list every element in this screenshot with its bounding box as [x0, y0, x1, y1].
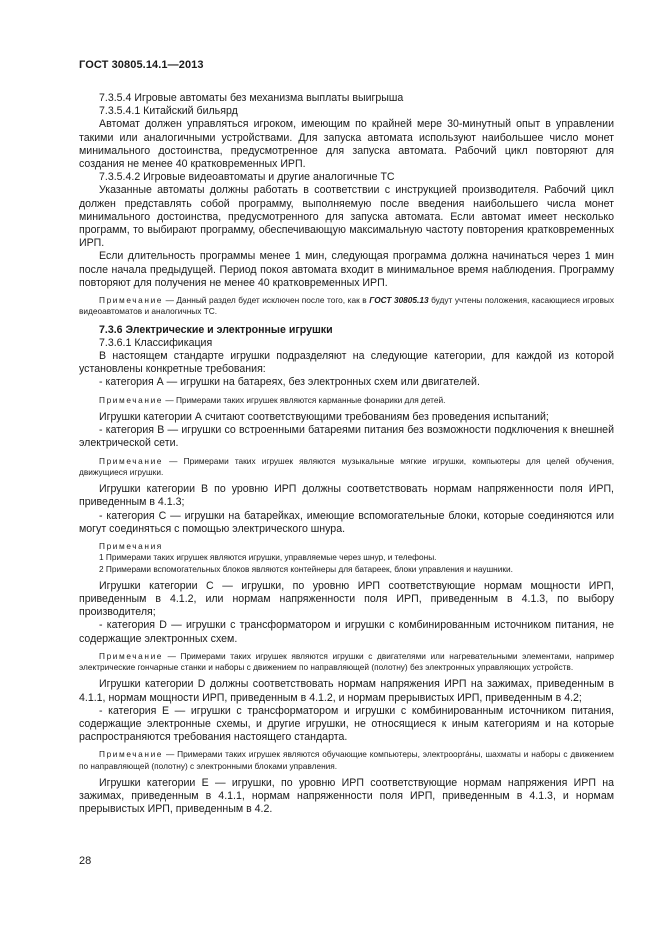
paragraph-category-b-limits: Игрушки категории В по уровню ИРП должны соответствовать нормам напряженности поля ИРП, приведенным в 4.1.3; — [79, 483, 614, 509]
page-body — [79, 92, 614, 817]
paragraph-video-machines: Указанные автоматы должны работать в соответствии с инструкцией производителя. Рабочий цикл должен представлять собой программу, выполняемую после введения наибольшего числа монет минимального достоинства, предусмотренного для запуска автомата. Если автомат имеет несколько программ, то выбирают программу, обеспечивающую максимальную частоту повторения кратковременных ИРП. — [79, 184, 614, 250]
category-b: - категория В — игрушки со встроенными батареями питания без возможности подключения к внешней электрической сети. — [79, 424, 614, 450]
category-a: - категория А — игрушки на батареях, без электронных схем или двигателей. — [99, 376, 480, 389]
paragraph-program-duration: Если длительность программы менее 1 мин, следующая программа должна начинаться через 1 мин после начала предыдущей. Период покоя автомата входит в минимальное время наблюдения. Программу повторяют для получения не менее 40 кратковременных ИРП. — [79, 250, 614, 289]
paragraph-category-e-limits: Игрушки категории Е — игрушки, по уровню ИРП соответствующие нормам напряжения ИРП на зажимах, приведенным в 4.1.1, нормам напряженности поля ИРП, приведенным в 4.1.3, и нормам прерывистых ИРП, приведенным в 4.2. — [79, 777, 614, 816]
standard-header: ГОСТ 30805.14.1—2013 — [79, 59, 204, 71]
category-e: - категория Е — игрушки с трансформатором и игрушки с комбинированным источником питания, содержащие электронные схемы, и другие игрушки, не относящиеся к иным категориям и на которые распространяются требования настоящего стандарта. — [79, 704, 614, 744]
note-category-d: Примечание — Примерами таких игрушек являются игрушки с двигателями или нагревательными элементами, например электрические гончарные станки и наборы с движением по направляющей (полотну) без электронных управляющих устройств. — [79, 650, 614, 673]
note-category-b: Примечание — Примерами таких игрушек являются музыкальные мягкие игрушки, компьютеры для целей обучения, движущиеся игрушки. — [79, 455, 614, 477]
note-category-a: Примечание — Примерами таких игрушек являются карманные фонарики для детей. — [99, 394, 446, 405]
note-section-exclusion: Примечание — Данный раздел будет исключен после того, как в ГОСТ 30805.13 будут учтены положения, касающиеся игровых видеоавтоматов и аналогичных ТС. — [79, 295, 614, 317]
category-c: - категория С — игрушки на батарейках, имеющие вспомогательные блоки, которые соединяются или могут соединяться с помощью электрического шнура. — [79, 509, 614, 535]
notes-label: Примечания — [99, 540, 163, 551]
paragraph-category-d-limits: Игрушки категории D должны соответствовать нормам напряжения ИРП на зажимах, приведенным в 4.1.1, нормам мощности ИРП, приведенным в 4.1.2, и нормам прерывистых ИРП, приведенным в 4.2; — [79, 678, 614, 704]
note-category-e: Примечание — Примерами таких игрушек являются обучающие компьютеры, электроорга́ны, шахматы и наборы с движением по направляющей (полотну) с электронными блоками управления. — [79, 749, 614, 771]
heading-7354: 7.3.5.4 Игровые автоматы без механизма выплаты выигрыша — [99, 92, 404, 104]
paragraph-category-a-compliance: Игрушки категории А считают соответствующими требованиям без проведения испытаний; — [99, 410, 549, 423]
note-category-c-2: 2 Примерами вспомогательных блоков являются контейнеры для батареек, блоки управления и наушники. — [99, 563, 513, 574]
paragraph-category-c-limits: Игрушки категории С — игрушки, по уровню ИРП соответствующие нормам мощности ИРП, приведенным в 4.1.2, или нормам напряженности поля ИРП, приведенным в 4.1.3, по выбору производителя; — [79, 579, 614, 619]
paragraph-categories-intro: В настоящем стандарте игрушки подразделяют на следующие категории, для каждой из которой установлены конкретные требования: — [79, 350, 614, 376]
note-category-c-1: 1 Примерами таких игрушек являются игрушки, управляемые через шнур, и телефоны. — [99, 552, 437, 563]
heading-73541: 7.3.5.4.1 Китайский бильярд — [99, 105, 238, 118]
heading-73542: 7.3.5.4.2 Игровые видеоавтоматы и другие аналогичные ТС — [99, 171, 395, 184]
paragraph-pinball: Автомат должен управляться игроком, имеющим по крайней мере 30-минутный опыт в управлении такими или аналогичными устройствами. Для запуска автомата используют наибольшее число монет минимального достоинства, предусмотренное для запуска автомата. Рабочий цикл повторяют для создания не менее 40 кратковременных ИРП. — [79, 118, 614, 171]
heading-7361: 7.3.6.1 Классификация — [99, 336, 213, 349]
category-d: - категория D — игрушки с трансформатором и игрушки с комбинированным источником питания, не содержащие электронных схем. — [79, 619, 614, 645]
page-number: 28 — [79, 855, 92, 867]
heading-736: 7.3.6 Электрические и электронные игрушки — [99, 323, 333, 336]
